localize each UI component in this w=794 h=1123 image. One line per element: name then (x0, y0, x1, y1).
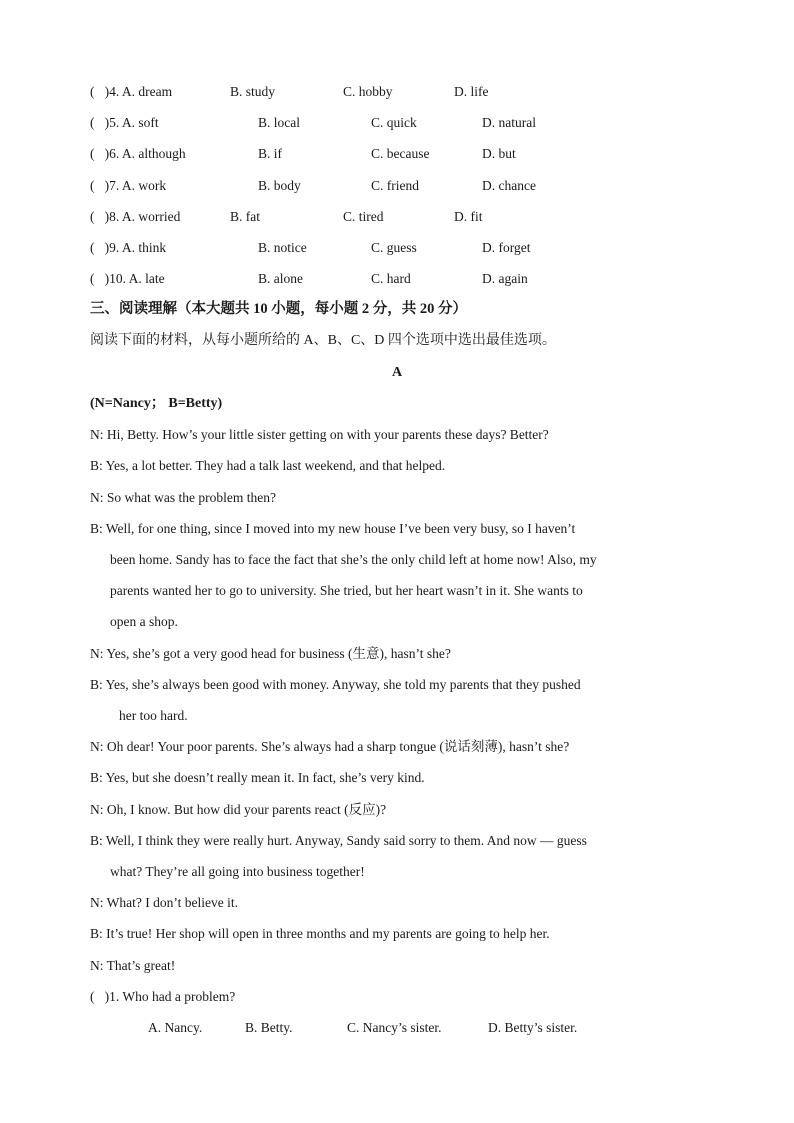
question-number-option-a: ( )8. A. worried (90, 209, 181, 224)
question-number-option-a: ( )10. A. late (90, 271, 165, 286)
dialogue-line: N: Yes, she’s got a very good head for business (生意), hasn’t she? (90, 646, 451, 661)
option-d: D. Betty’s sister. (488, 1020, 578, 1035)
dialogue-line: B: Well, for one thing, since I moved into my new house I’ve been very busy, so I haven’t (90, 521, 576, 536)
dialogue-line: B: Well, I think they were really hurt. Anyway, Sandy said sorry to them. And now — guess (90, 833, 587, 848)
dialogue-line: N: That’s great! (90, 958, 176, 973)
question-number-option-a: ( )9. A. think (90, 240, 167, 255)
option-d: D. fit (454, 209, 483, 224)
passage-label: A (391, 365, 403, 380)
option-b: B. study (230, 84, 276, 99)
option-d: D. life (454, 84, 489, 99)
dialogue-line-continued: parents wanted her to go to university. She tried, but her heart wasn’t in it. She wants to (110, 583, 583, 598)
dialogue-line: B: It’s true! Her shop will open in three months and my parents are going to help her. (90, 926, 550, 941)
option-b: B. if (258, 146, 283, 161)
dialogue-line: B: Yes, but she doesn’t really mean it. In fact, she’s very kind. (90, 770, 425, 785)
option-a: A. Nancy. (148, 1020, 203, 1035)
question-number-option-a: ( )7. A. work (90, 178, 167, 193)
option-d: D. but (482, 146, 516, 161)
option-d: D. chance (482, 178, 536, 193)
dialogue-line: N: Oh dear! Your poor parents. She’s always had a sharp tongue (说话刻薄), hasn’t she? (90, 739, 570, 754)
question-number-option-a: ( )4. A. dream (90, 84, 173, 99)
option-b: B. local (258, 115, 300, 130)
dialogue-line: B: Yes, a lot better. They had a talk last weekend, and that helped. (90, 458, 446, 473)
dialogue-line-continued: her too hard. (119, 708, 188, 723)
option-b: B. alone (258, 271, 303, 286)
option-b: B. body (258, 178, 301, 193)
option-c: C. quick (371, 115, 417, 130)
question-number-option-a: ( )6. A. although (90, 146, 186, 161)
speakers-note: (N=Nancy； B=Betty) (90, 396, 223, 411)
dialogue-line: N: What? I don’t believe it. (90, 895, 238, 910)
dialogue-line: N: So what was the problem then? (90, 490, 276, 505)
dialogue-line-continued: what? They’re all going into business together! (110, 864, 365, 879)
dialogue-line-continued: been home. Sandy has to face the fact that she’s the only child left at home now! Also, my (110, 552, 597, 567)
dialogue-line: N: Oh, I know. But how did your parents react (反应)? (90, 802, 387, 817)
question-number-option-a: ( )5. A. soft (90, 115, 159, 130)
section-instruction: 阅读下面的材料，从每小题所给的 A、B、C、D 四个选项中选出最佳选项。 (90, 333, 556, 348)
section-heading: 三、阅读理解（本大题共 10 小题，每小题 2 分，共 20 分） (90, 301, 467, 317)
reading-question-stem: ( )1. Who had a problem? (90, 989, 236, 1004)
option-b: B. Betty. (245, 1020, 293, 1035)
option-c: C. guess (371, 240, 417, 255)
option-b: B. fat (230, 209, 260, 224)
option-c: C. hobby (343, 84, 393, 99)
option-d: D. again (482, 271, 528, 286)
option-c: C. tired (343, 209, 384, 224)
option-d: D. natural (482, 115, 536, 130)
option-b: B. notice (258, 240, 307, 255)
option-d: D. forget (482, 240, 531, 255)
dialogue-line-continued: open a shop. (110, 614, 178, 629)
option-c: C. friend (371, 178, 419, 193)
dialogue-line: N: Hi, Betty. How’s your little sister getting on with your parents these days? Better? (90, 427, 549, 442)
dialogue-line: B: Yes, she’s always been good with money. Anyway, she told my parents that they pushed (90, 677, 581, 692)
option-c: C. Nancy’s sister. (347, 1020, 442, 1035)
option-c: C. hard (371, 271, 411, 286)
option-c: C. because (371, 146, 430, 161)
